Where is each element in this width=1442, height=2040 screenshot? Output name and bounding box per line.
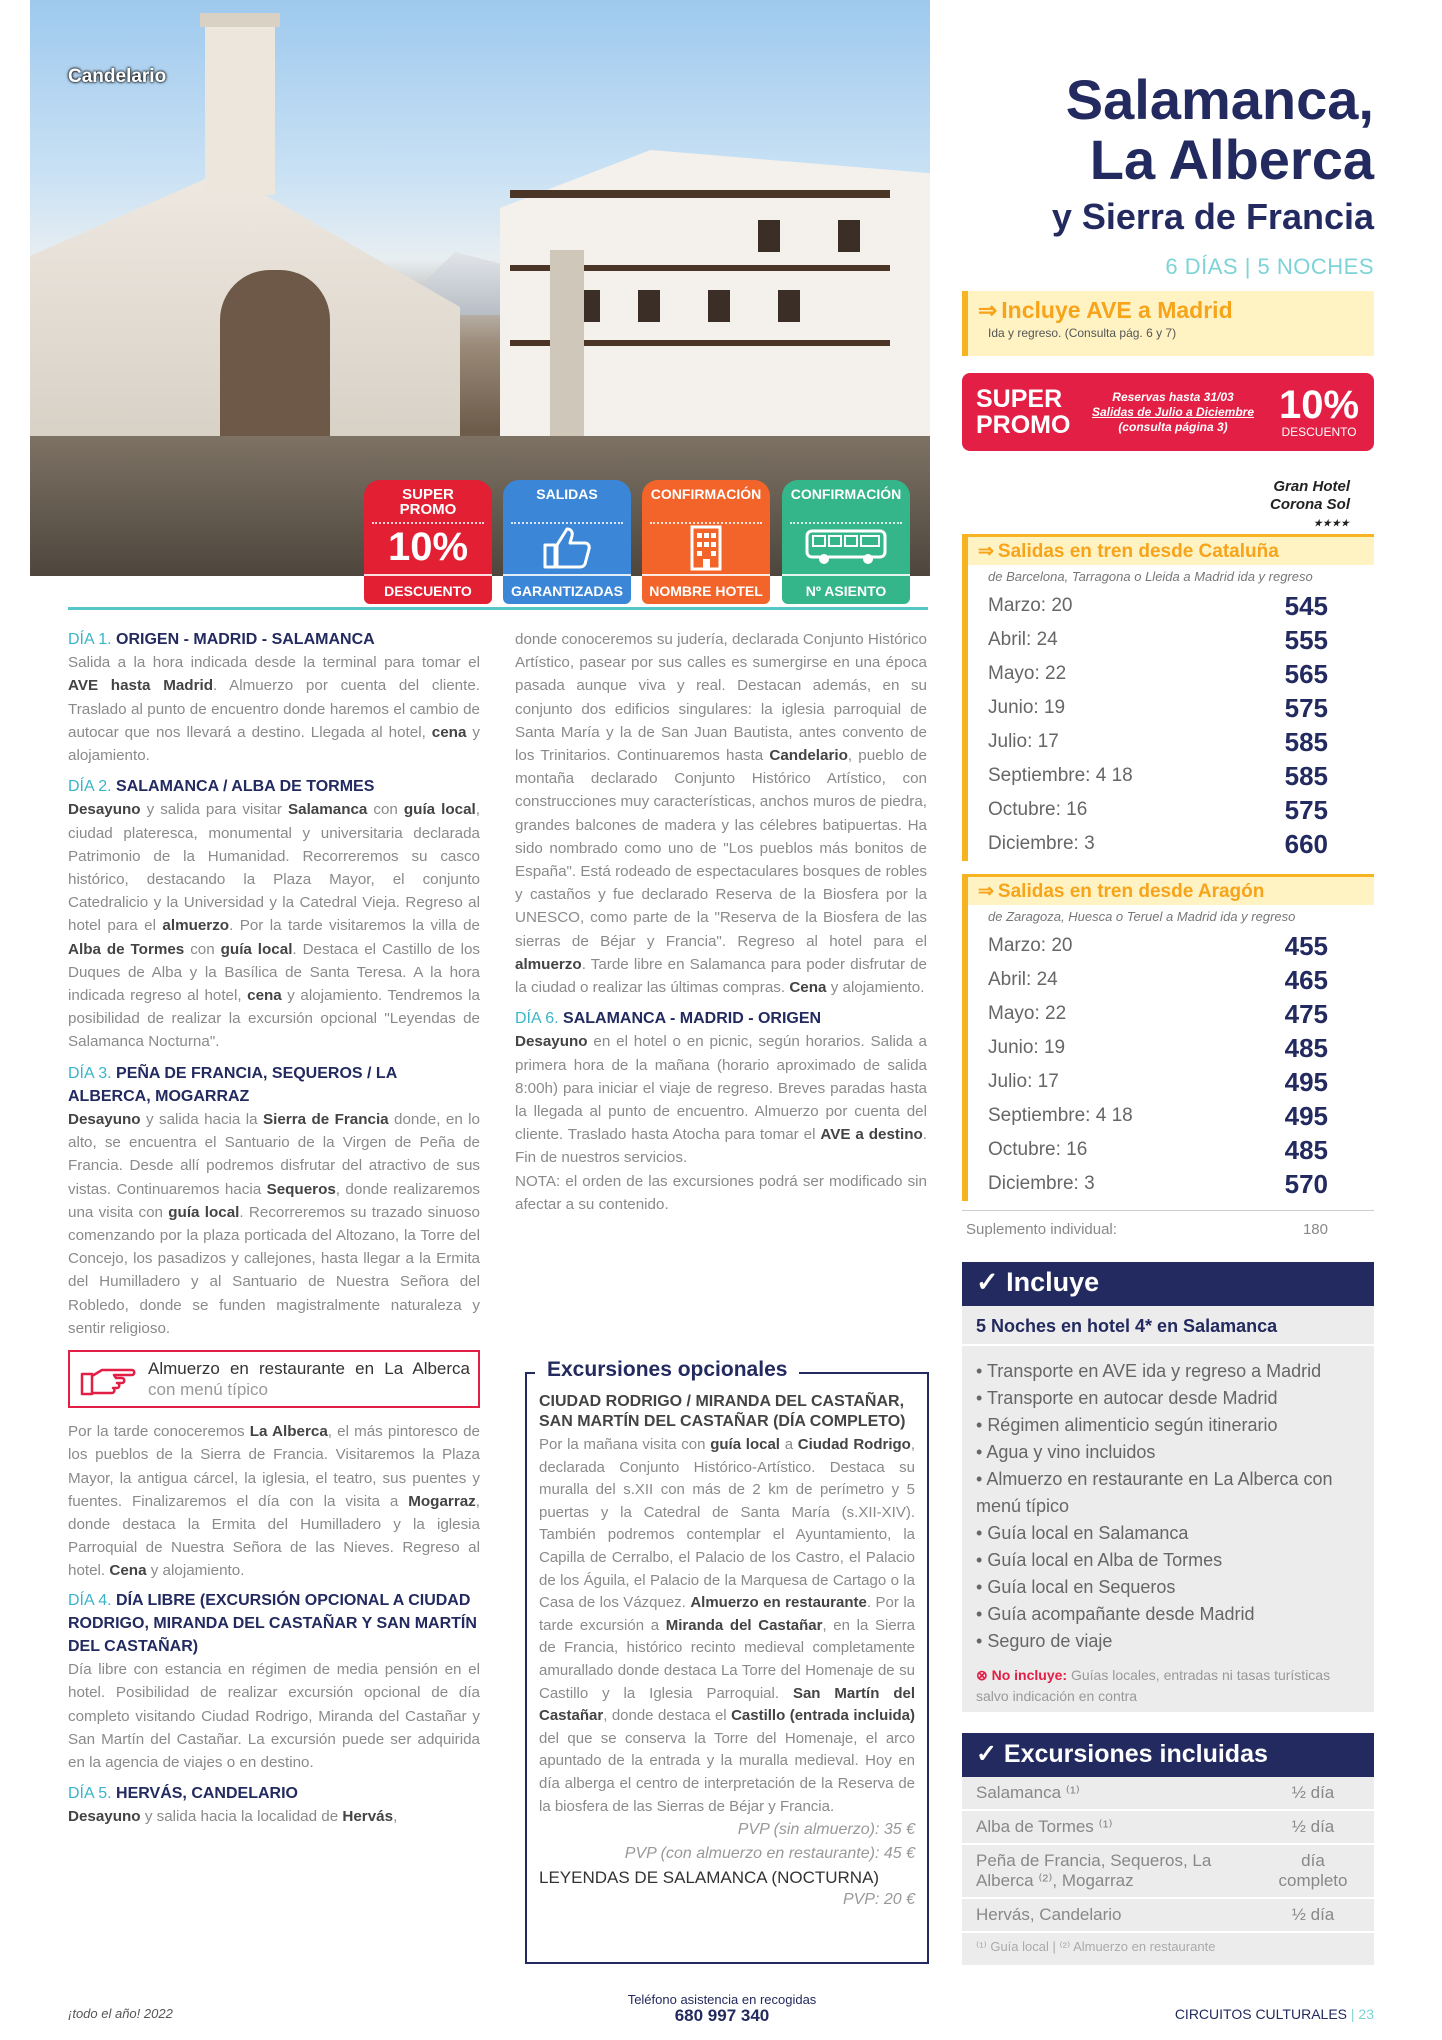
supplement-row xyxy=(962,1210,1374,1238)
excursion-row xyxy=(962,1845,1374,1899)
optional-excursions-box xyxy=(525,1358,929,1964)
day-5-text: Desayuno y salida hacia la localidad de Hervás, xyxy=(68,1808,398,1826)
supplement-label: Suplemento individual: xyxy=(966,1221,1117,1238)
price-value: 565 xyxy=(1284,658,1328,689)
excursion-duration: ½ día xyxy=(1291,1817,1335,1836)
excursion-name: Peña de Francia, Sequeros, La Alberca ⁽²⁾, Mogarraz xyxy=(976,1851,1212,1890)
promo-condition-2: Salidas de Julio a Diciembre xyxy=(1091,404,1255,419)
price-row xyxy=(968,759,1374,793)
day-1-title: DÍA 1. ORIGEN - MADRID - SALAMANCA xyxy=(68,631,375,648)
pointing-hand-icon xyxy=(80,1362,140,1398)
departure-date: Octubre: 16 xyxy=(988,1139,1088,1160)
includes-item: • Agua y vino incluidos xyxy=(976,1439,1364,1466)
price-row xyxy=(968,997,1374,1031)
badge-salidas-garantizadas xyxy=(503,480,631,604)
price-value: 545 xyxy=(1284,590,1328,621)
day-1-text: Salida a la hora indicada desde la terminal para tomar el AVE hasta Madrid. Almuerzo por cuenta del cliente. Traslado al punto de encuentro donde haremos el cambio de autocar que nos llevará a destino. Llegada al hotel, cena y alojamiento. xyxy=(68,654,480,765)
price-value: 585 xyxy=(1284,726,1328,757)
train-arrow-icon: ⇒ xyxy=(978,541,994,562)
excursion-row xyxy=(962,1777,1374,1811)
footer-phone xyxy=(612,1992,832,2024)
optional-excursion-2-title: LEYENDAS DE SALAMANCA (NOCTURNA) xyxy=(539,1868,880,1888)
price-value: 465 xyxy=(1284,964,1328,995)
day-3-text-cont: Por la tarde conoceremos La Alberca, el más pintoresco de los pueblos de la Sierra de Francia. Visitaremos la Plaza Mayor, la antigua cárcel, la iglesia, el teatro, sus puentes y fuentes. Finalizaremos el día con la visita a Mogarraz, donde destaca la Ermita del Humilladero y la iglesia Parroquial de Nuestra Señora de las Nieves. Regreso al hotel. Cena y alojamiento. xyxy=(68,1423,480,1580)
includes-item: • Guía local en Sequeros xyxy=(976,1574,1364,1601)
includes-item: • Régimen alimenticio según itinerario xyxy=(976,1412,1364,1439)
price-value: 570 xyxy=(1284,1168,1328,1199)
promo-condition-1: Reservas hasta 31/03 xyxy=(1112,389,1234,404)
ave-banner xyxy=(962,291,1374,356)
ave-title: Incluye AVE a Madrid xyxy=(1001,297,1233,323)
departure-date: Mayo: 22 xyxy=(988,663,1067,684)
badge-top-label: CONFIRMACIÓN xyxy=(790,480,902,524)
price-row xyxy=(968,1031,1374,1065)
excursions-footnote: ⁽¹⁾ Guía local | ⁽²⁾ Almuerzo en restaurante xyxy=(976,1939,1216,1954)
price-row xyxy=(968,691,1374,725)
badge-top-label: SUPER PROMO xyxy=(372,480,484,524)
departure-date: Diciembre: 3 xyxy=(988,1173,1095,1194)
not-included xyxy=(962,1655,1374,1707)
price-value: 495 xyxy=(1284,1066,1328,1097)
ave-note: Ida y regreso. (Consulta pág. 6 y 7) xyxy=(988,326,1177,340)
promo-condition-3: (consulta página 3) xyxy=(1118,419,1228,434)
includes-item: • Guía local en Salamanca xyxy=(976,1520,1364,1547)
badge-bottom-label: DESCUENTO xyxy=(364,574,492,604)
price-value: 575 xyxy=(1284,794,1328,825)
departure-date: Marzo: 20 xyxy=(988,935,1073,956)
price-table-title: Salidas en tren desde Aragón xyxy=(997,881,1265,902)
day-4-text: Día libre con estancia en régimen de media pensión en el hotel. Posibilidad de realizar excursión opcional de día completo visitando Ciudad Rodrigo, Miranda del Castañar y San Martín del Castañar. La excursión puede ser adquirida en la agencia de viajes o en destino. xyxy=(68,1661,480,1771)
day-6-text: Desayuno en el hotel o en picnic, según horarios. Salida a primera hora de la mañana (horario aproximado de salida 8:00h) para iniciar el viaje de regreso. Breves paradas hasta la llegada al punto de encuentro. Almuerzo por cuenta del cliente. Traslado hasta Atocha para tomar el AVE a destino. Fin de nuestros servicios. xyxy=(515,1033,927,1167)
page-title-line1: Salamanca, xyxy=(1065,68,1374,131)
meal-subtitle: con menú típico xyxy=(148,1380,269,1400)
day-4-title: DÍA 4. DÍA LIBRE (EXCURSIÓN OPCIONAL A CIUDAD RODRIGO, MIRANDA DEL CASTAÑAR Y SAN MARTÍN DEL CASTAÑAR) xyxy=(68,1591,477,1655)
hotel-stars: ★★★★ xyxy=(1313,518,1350,528)
photo-caption: Candelario xyxy=(68,66,167,87)
departure-date: Marzo: 20 xyxy=(988,595,1073,616)
includes-item: • Transporte en autocar desde Madrid xyxy=(976,1385,1364,1412)
includes-item: • Almuerzo en restaurante en La Alberca con menú típico xyxy=(976,1466,1364,1520)
divider xyxy=(68,607,928,610)
not-included-label: ⊗ No incluye: xyxy=(976,1667,1068,1683)
includes-title: ✓ Incluye xyxy=(962,1262,1374,1306)
excursion-row xyxy=(962,1811,1374,1845)
badge-confirmacion-hotel xyxy=(642,480,770,604)
hotel-name xyxy=(1270,478,1350,532)
badge-top-label: CONFIRMACIÓN xyxy=(650,480,762,524)
price-row xyxy=(968,1099,1374,1133)
departure-date: Abril: 24 xyxy=(988,969,1058,990)
excursion-duration: ½ día xyxy=(1291,1783,1335,1802)
hotel-name-line2: Corona Sol xyxy=(1269,496,1350,513)
price-value: 555 xyxy=(1284,624,1328,655)
itinerary-column-2 xyxy=(515,628,927,1216)
footer-phone-number: 680 997 340 xyxy=(674,2006,770,2025)
page-subtitle: y Sierra de Francia xyxy=(1051,196,1374,237)
excursions-title: ✓ Excursiones incluidas xyxy=(962,1733,1374,1777)
price-row xyxy=(968,725,1374,759)
price-value: 475 xyxy=(1284,998,1328,1029)
price-table-note: de Zaragoza, Huesca o Teruel a Madrid ida y regreso xyxy=(988,909,1296,924)
price-row xyxy=(968,589,1374,623)
itinerary-column-1 xyxy=(68,628,480,1829)
bus-icon xyxy=(782,524,910,570)
badge-bottom-label: NOMBRE HOTEL xyxy=(642,574,770,604)
excursion-name: Alba de Tormes ⁽¹⁾ xyxy=(976,1817,1113,1836)
page-title-line2: La Alberca xyxy=(1089,128,1374,191)
promo-discount xyxy=(1264,385,1374,439)
price-value: 575 xyxy=(1284,692,1328,723)
price-value: 660 xyxy=(1284,828,1328,859)
promo-conditions xyxy=(1082,390,1264,435)
price-row xyxy=(968,963,1374,997)
itinerary-note: NOTA: el orden de las excursiones podrá ser modificado sin afectar a su contenido. xyxy=(515,1172,927,1213)
departure-date: Mayo: 22 xyxy=(988,1003,1067,1024)
price-row xyxy=(968,1133,1374,1167)
includes-item: • Seguro de viaje xyxy=(976,1628,1364,1655)
title-block xyxy=(1052,70,1374,280)
promo-percent: 10% xyxy=(1278,383,1360,427)
departure-date: Junio: 19 xyxy=(988,1037,1066,1058)
footer-brand: ¡todo el año! 2022 xyxy=(68,2006,173,2021)
badge-confirmacion-asiento xyxy=(782,480,910,604)
price-row xyxy=(968,929,1374,963)
day-5-title: DÍA 5. HERVÁS, CANDELARIO xyxy=(68,1785,298,1803)
promo-desc: DESCUENTO xyxy=(1281,425,1357,439)
departure-date: Abril: 24 xyxy=(988,629,1058,650)
departure-date: Octubre: 16 xyxy=(988,799,1088,820)
includes-hotel: 5 Noches en hotel 4* en Salamanca xyxy=(962,1306,1374,1346)
excursion-name: Salamanca ⁽¹⁾ xyxy=(976,1783,1080,1802)
price-value: 485 xyxy=(1284,1134,1328,1165)
price-row xyxy=(968,623,1374,657)
meal-highlight xyxy=(68,1350,480,1408)
excursion-duration: día completo xyxy=(1278,1851,1348,1890)
badge-bottom-label: GARANTIZADAS xyxy=(503,574,631,604)
day-2-text: Desayuno y salida para visitar Salamanca con guía local, ciudad plateresca, monumental y universitaria declarada Patrimonio de la Humanidad. Recorreremos su casco histórico, destacando la Plaza Mayor, el conjunto Catedralicio y la Universidad y la Catedral Vieja. Regreso al hotel para el almuerzo. Por la tarde visitaremos la villa de Alba de Tormes con guía local. Destaca el Castillo de los Duques de Alba y la Basílica de Santa Teresa. A la hora indicada regreso al hotel, cena y alojamiento. Tendremos la posibilidad de realizar la excursión opcional "Leyendas de Salamanca Nocturna". xyxy=(68,801,480,1051)
excursion-row xyxy=(962,1899,1374,1933)
departure-date: Septiembre: 4 18 xyxy=(988,1105,1133,1126)
departure-date: Julio: 17 xyxy=(988,1071,1059,1092)
price-table-note: de Barcelona, Tarragona o Lleida a Madrid ida y regreso xyxy=(988,569,1313,584)
badge-percent: 10% xyxy=(387,524,469,569)
price-row xyxy=(968,1167,1374,1201)
price-table-cataluna xyxy=(962,534,1374,861)
price-value: 585 xyxy=(1284,760,1328,791)
day-5-text-cont: donde conoceremos su judería, declarada Conjunto Histórico Artístico, pasear por sus calles es sumergirse en una época pasada aunque viva y real. Destacan además, en su conjunto dos edificios singulares: la iglesia parroquial de Santa María y la de San Juan Bautista, antes convento de los Trinitarios. Continuaremos hasta Candelario, pueblo de montaña declarado Conjunto Histórico Artístico, con construcciones muy características, anchos muros de piedra, grandes balcones de madera y las célebres batipuertas. Ha sido nombrado como uno de "Los pueblos más bonitos de España". Está rodeado de espectaculares bosques de robles y castaños y fue declarado Reserva de la Biosfera por la UNESCO, como parte de la "Reserva de la Biosfera de las sierras de Béjar y Francia". Regreso al hotel para el almuerzo. Tarde libre en Salamanca para poder disfrutar de la ciudad o realizar las últimas compras. Cena y alojamiento. xyxy=(515,631,927,997)
excursion-name: Hervás, Candelario xyxy=(976,1905,1122,1924)
departure-date: Septiembre: 4 18 xyxy=(988,765,1133,786)
price-row xyxy=(968,793,1374,827)
page-number: | 23 xyxy=(1350,2006,1374,2022)
promo-label: SUPER PROMO xyxy=(976,385,1071,439)
optional-title: Excursiones opcionales xyxy=(541,1358,793,1382)
departure-date: Junio: 19 xyxy=(988,697,1066,718)
includes-item: • Guía local en Alba de Tormes xyxy=(976,1547,1364,1574)
price-row xyxy=(968,1065,1374,1099)
super-promo-banner xyxy=(962,373,1374,451)
train-arrow-icon: ⇒ xyxy=(978,297,998,323)
price-row xyxy=(968,657,1374,691)
excursion-duration: ½ día xyxy=(1291,1905,1335,1924)
supplement-value: 180 xyxy=(1302,1221,1328,1238)
includes-item: • Transporte en AVE ida y regreso a Madrid xyxy=(976,1358,1364,1385)
price-table-title: Salidas en tren desde Cataluña xyxy=(997,541,1279,562)
hotel-name-line1: Gran Hotel xyxy=(1273,478,1350,495)
departure-date: Julio: 17 xyxy=(988,731,1059,752)
badge-super-promo xyxy=(364,480,492,604)
excursions-included-box xyxy=(962,1733,1374,1965)
price-table-aragon xyxy=(962,874,1374,1201)
thumbs-up-icon xyxy=(503,524,631,570)
day-6-title: DÍA 6. SALAMANCA - MADRID - ORIGEN xyxy=(515,1010,822,1028)
price-value: 495 xyxy=(1284,1100,1328,1131)
price-value: 485 xyxy=(1284,1032,1328,1063)
optional-price-1: PVP (sin almuerzo): 35 € xyxy=(737,1821,915,1839)
price-value: 455 xyxy=(1284,930,1328,961)
price-row xyxy=(968,827,1374,861)
day-3-title: DÍA 3. PEÑA DE FRANCIA, SEQUEROS / LA ALBERCA, MOGARRAZ xyxy=(68,1064,397,1105)
optional-price-2: PVP (con almuerzo en restaurante): 45 € xyxy=(624,1845,915,1863)
day-3-text: Desayuno y salida hacia la Sierra de Francia donde, en lo alto, se encuentra el Santuario de la Virgen de Peña de Francia. Desde allí podremos disfrutar del atractivo de sus vistas. Continuaremos hacia Sequeros, donde realizaremos una visita con guía local. Recorreremos su trazado sinuoso comenzando por la plaza porticada del Altozano, la Torre del Concejo, los pasadizos y callejones, hasta llegar a la Ermita del Humilladero y al Santuario de Nuestra Señora del Robledo, donde se funden magistralmente naturaleza y sentir religioso. xyxy=(68,1111,481,1337)
day-2-title: DÍA 2. SALAMANCA / ALBA DE TORMES xyxy=(68,778,375,796)
includes-item: • Guía acompañante desde Madrid xyxy=(976,1601,1364,1628)
trip-duration: 6 DÍAS | 5 NOCHES xyxy=(1165,254,1374,279)
meal-title: Almuerzo en restaurante en La Alberca xyxy=(148,1359,470,1379)
footer-section xyxy=(1175,2006,1374,2022)
not-included-text: Guías locales, entradas ni tasas turísticas salvo indicación en contra xyxy=(976,1667,1331,1704)
optional-excursion-1-title: CIUDAD RODRIGO / MIRANDA DEL CASTAÑAR, SAN MARTÍN DEL CASTAÑAR (DÍA COMPLETO) xyxy=(539,1393,906,1430)
departure-date: Diciembre: 3 xyxy=(988,833,1095,854)
includes-box xyxy=(962,1262,1374,1712)
optional-price-3: PVP: 20 € xyxy=(842,1891,915,1909)
optional-excursion-1-text: Por la mañana visita con guía local a Ciudad Rodrigo, declarada Conjunto Histórico-Artístico. Destaca su muralla del s.XII con más de 2 km de perímetro y 5 puertas y la Catedral de Santa María (s.XII-XIV). También podremos contemplar el Ayuntamiento, la Capilla de Cerralbo, el Palacio de los Castro, el Palacio de los Águila, el Palacio de la Marquesa de Cartago o la Casa de los Vázquez. Almuerzo en restaurante. Por la tarde excursión a Miranda del Castañar, en la Sierra de Francia, histórico recinto medieval completamente amurallado donde destaca La Torre del Homenaje de su Castillo y la Iglesia Parroquial. San Martín del Castañar, donde destaca el Castillo (entrada incluida) del que se conserva la Torre del Homenaje, el arco apuntado de la entrada y la muralla medieval. Hoy en día alberga el centro de interpretación de la Reserva de la biosfera de las Sierras de Béjar y Francia. xyxy=(539,1436,915,1815)
includes-list xyxy=(962,1346,1374,1655)
badge-top-label: SALIDAS xyxy=(511,480,623,524)
hotel-building-icon xyxy=(642,524,770,570)
footer-phone-label: Teléfono asistencia en recogidas xyxy=(627,1992,817,2007)
badge-bottom-label: Nº ASIENTO xyxy=(782,574,910,604)
train-arrow-icon: ⇒ xyxy=(978,881,994,902)
footer-section-name: CIRCUITOS CULTURALES xyxy=(1174,2006,1347,2022)
